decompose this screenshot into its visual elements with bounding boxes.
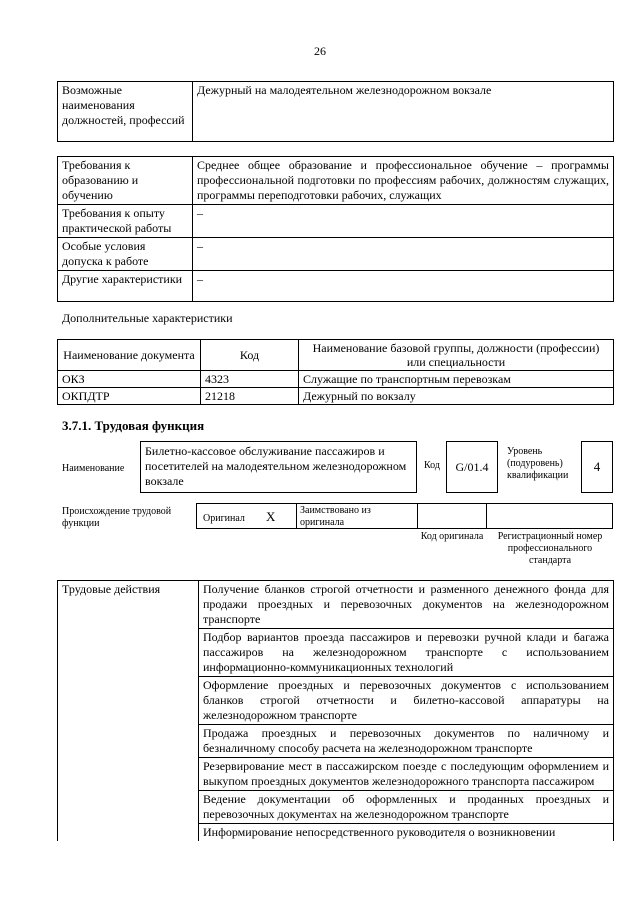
action-item: Ведение документации об оформленных и проданных проездных и перевозочных документах на железнодорожном транспорте — [199, 791, 614, 824]
requirement-label: Требования к образованию и обучению — [58, 157, 193, 205]
requirement-value: – — [193, 205, 614, 238]
origin-borrowed-label: Заимствовано из оригинала — [300, 505, 371, 528]
requirement-row — [58, 205, 614, 238]
header-doc-name: Наименование документа — [58, 340, 201, 371]
positions-value: Дежурный на малодеятельном железнодорожном вокзале — [193, 82, 614, 142]
group-name-cell: Служащие по транспортным перевозкам — [299, 371, 614, 388]
action-item: Информирование непосредственного руководителя о возникновении — [199, 824, 614, 842]
requirement-row — [58, 271, 614, 302]
origin-reg-caption: Регистрационный номер профессионального стандарта — [497, 531, 603, 566]
requirement-row — [58, 238, 614, 271]
code-cell: 4323 — [201, 371, 299, 388]
header-code: Код — [201, 340, 299, 371]
action-item: Резервирование мест в пассажирском поезде с последующим оформлением и выкупом проездных документов железнодорожного транспорта пассажиром — [199, 758, 614, 791]
function-code-value: G/01.4 — [446, 441, 498, 493]
group-name-cell: Дежурный по вокзалу — [299, 388, 614, 405]
action-item: Продажа проездных и перевозочных документов по наличному и безналичному способу расчета на железнодорожном транспорте — [199, 725, 614, 758]
origin-mark: X — [266, 509, 276, 524]
requirement-label: Особые условия допуска к работе — [58, 238, 193, 271]
origin-original-label: Оригинал — [203, 513, 245, 524]
action-row — [58, 581, 614, 629]
additional-table — [57, 339, 614, 405]
action-item: Оформление проездных и перевозочных документов с использованием бланков строгой отчетности и билетно-кассовой аппаратуры на железнодорожном транспорте — [199, 677, 614, 725]
origin-divider — [296, 503, 297, 529]
requirement-value: Среднее общее образование и профессиональное обучение – программы профессиональной подготовки по профессиям рабочих, должностям служащих, программы переподготовки рабочих, служащих — [193, 157, 614, 205]
function-heading: 3.7.1. Трудовая функция — [62, 418, 205, 433]
positions-table — [57, 81, 614, 142]
action-item: Получение бланков строгой отчетности и разменного денежного фонда для продажи проездных и перевозочных документов на железнодорожном транспорте — [199, 581, 614, 629]
doc-name-cell: ОКПДТР — [58, 388, 201, 405]
page-number: 26 — [314, 44, 326, 58]
code-cell: 21218 — [201, 388, 299, 405]
requirement-label: Другие характеристики — [58, 271, 193, 302]
requirement-row — [58, 157, 614, 205]
origin-label: Происхождение трудовой функции — [62, 506, 172, 529]
level-label: Уровень (подуровень) квалификации — [507, 446, 569, 481]
requirement-value: – — [193, 271, 614, 302]
action-item: Подбор вариантов проезда пассажиров и перевозки ручной клади и багажа пассажиров на железнодорожном транспорте с использованием информационно-коммуникационных технологий — [199, 629, 614, 677]
requirements-table — [57, 156, 614, 302]
origin-code-caption: Код оригинала — [420, 531, 484, 542]
actions-table — [57, 580, 614, 841]
table-row — [58, 371, 614, 388]
function-name-value: Билетно-кассовое обслуживание пассажиров и посетителей на малодеятельном железнодорожном вокзале — [140, 441, 417, 493]
table-row — [58, 388, 614, 405]
origin-divider — [486, 503, 487, 529]
function-code-label: Код — [424, 460, 440, 471]
requirement-value: – — [193, 238, 614, 271]
requirement-label: Требования к опыту практической работы — [58, 205, 193, 238]
actions-label: Трудовые действия — [58, 581, 199, 842]
positions-label: Возможные наименования должностей, профессий — [58, 82, 193, 142]
origin-divider — [417, 503, 418, 529]
level-value: 4 — [581, 441, 613, 493]
header-group-name: Наименование базовой группы, должности (профессии) или специальности — [299, 340, 614, 371]
function-name-label: Наименование — [62, 463, 125, 474]
doc-name-cell: ОКЗ — [58, 371, 201, 388]
additional-title: Дополнительные характеристики — [62, 311, 233, 325]
